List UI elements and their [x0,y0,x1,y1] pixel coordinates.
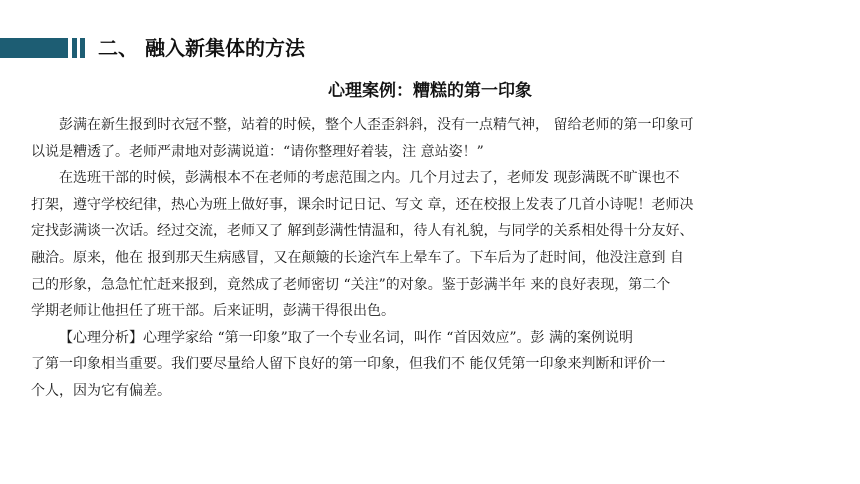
paragraph-line: 了第一印象相当重要。我们要尽量给人留下良好的第一印象，但我们不 能仅凭第一印象来判断和评价一 [31,356,666,373]
paragraph-line: 在选班干部的时候，彭满根本不在老师的考虑范围之内。几个月过去了，老师发 现彭满既不旷课也不 [59,170,680,187]
paragraph-line: 打架，遵守学校纪律，热心为班上做好事，课余时记日记、写文 章，还在校报上发表了几首小诗呢！老师决 [31,196,694,213]
paragraph-line: 【心理分析】心理学家给 “第一印象”取了一个专业名词，叫作 “首因效应”。彭 满的案例说明 [59,329,633,346]
section-title: 二、 融入新集体的方法 [98,36,305,60]
paragraph-line: 个人，因为它有偏差。 [31,382,171,399]
paragraph-line: 己的形象，急急忙忙赶来报到，竟然成了老师密切 “关注”的对象。鉴于彭满半年 来的良好表现，第二个 [31,276,671,293]
header-accent-stripe [80,38,85,58]
case-title: 心理案例：糟糕的第一印象 [328,81,532,101]
paragraph-line: 彭满在新生报到时衣冠不整，站着的时候，整个人歪歪斜斜，没有一点精气神， 留给老师的第一印象可 [59,117,694,133]
paragraph-line: 定找彭满谈一次话。经过交流，老师又了 解到彭满性情温和，待人有礼貌，与同学的关系相处得十分友好、 [31,223,694,240]
header-accent-stripe [72,38,77,58]
header-accent-bar [0,38,68,58]
paragraph-line: 融洽。原来，他在 报到那天生病感冒，又在颠簸的长途汽车上晕车了。下车后为了赶时间，他没注意到 自 [31,249,684,266]
paragraph-line: 以说是糟透了。老师严肃地对彭满说道：“请你整理好着装，注 意站姿！” [31,143,484,160]
paragraph-line: 学期老师让他担任了班干部。后来证明，彭满干得很出色。 [31,303,395,320]
case-body [31,112,836,405]
